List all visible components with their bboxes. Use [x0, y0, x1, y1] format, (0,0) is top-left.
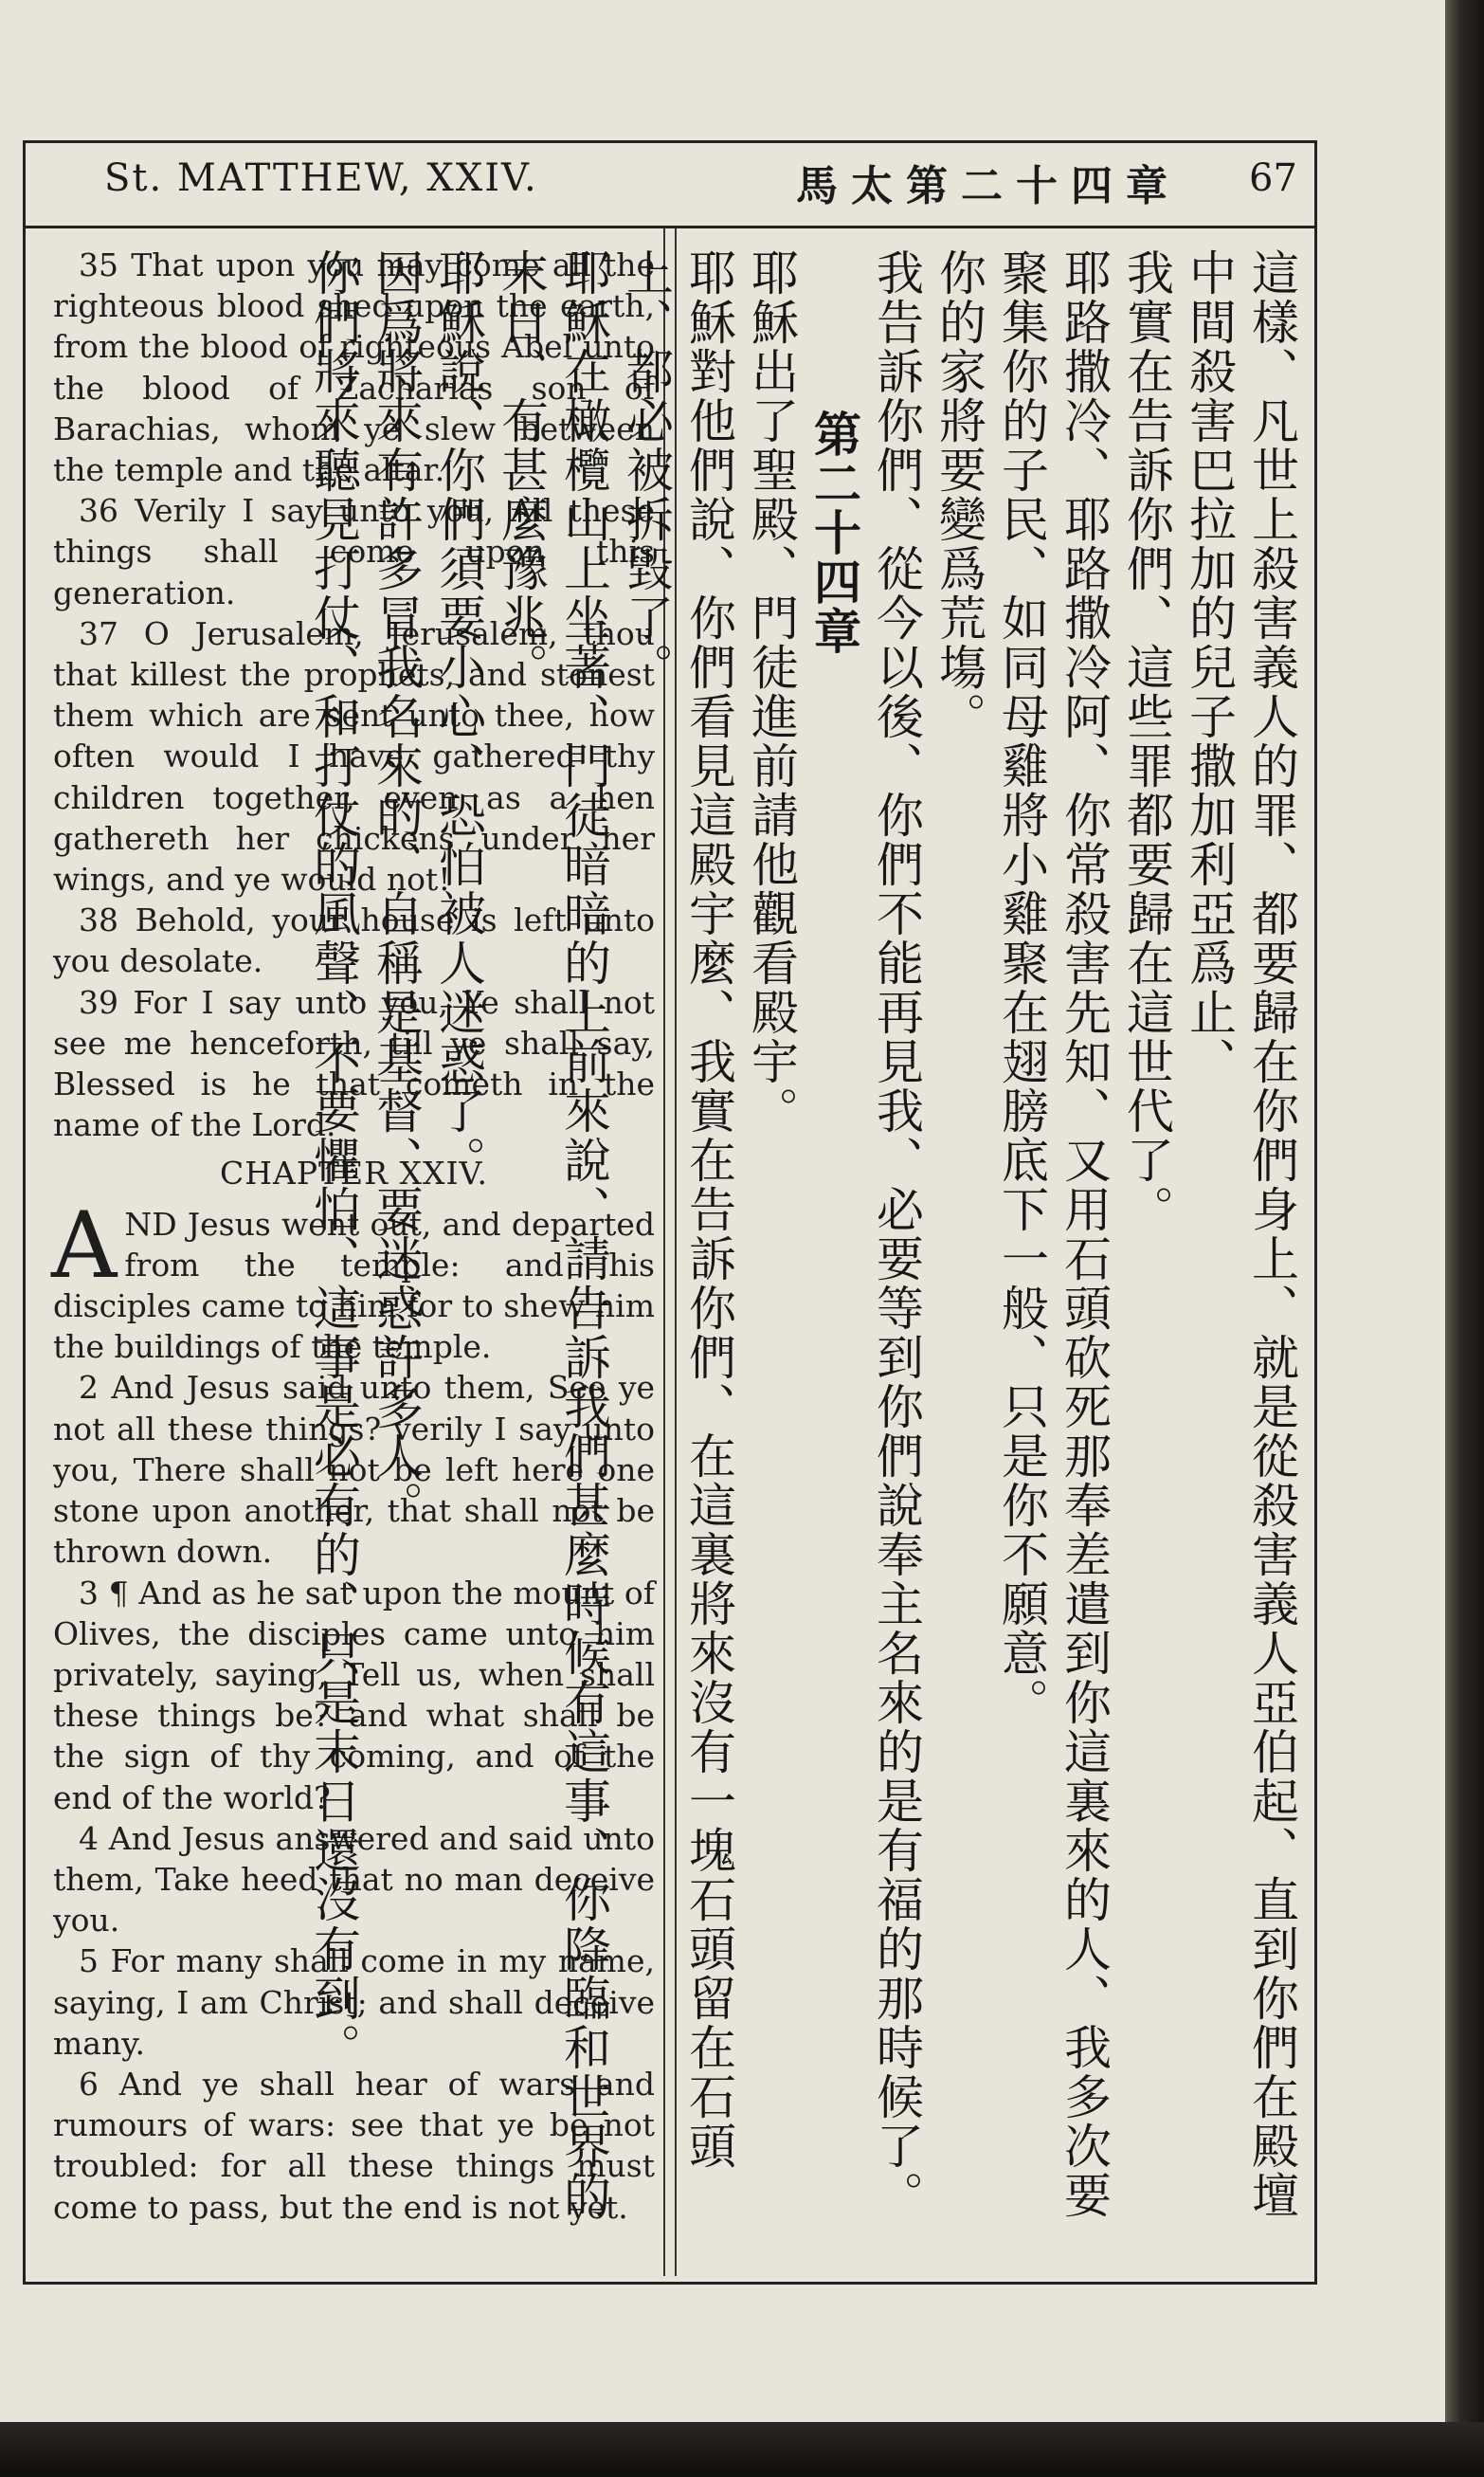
verse-39: 39 For I say unto you, Ye shall not see me henceforth, till ye shall say, Blessed is he that cometh in the name of the Lord. — [53, 983, 655, 1144]
verse-4: 4 And Jesus answered and said unto them, Take heed that no man deceive you. — [53, 1819, 655, 1940]
chinese-verse-39: 我告訴你們、從今以後、你們不能再見我、必要等到你們說奉主名來的是有福的那時候了。 — [869, 248, 924, 2220]
verse-2: 2 And Jesus said unto them, See ye not all these things? verily I say unto you, There shall not be left here one stone upon another, that shall not be thrown down. — [53, 1369, 655, 1571]
chinese-verse-37: 耶路撒冷、耶路撒冷阿、你常殺害先知、又用石頭砍死那奉差遣到你這裏來的人、我多次要聚集你的子民、如同母雞將小雞聚在翅膀底下一般、只是你不願意。 — [994, 248, 1112, 2220]
chinese-verse-35: 這樣、凡世上殺害義人的罪、都要歸在你們身上、就是從殺害義人亞伯起、直到你們在殿壇中間殺害巴拉加的兒子撒加利亞爲止、 — [1182, 248, 1299, 2220]
header-rule — [23, 226, 1317, 228]
page-number: 67 — [1249, 156, 1297, 200]
verse-38: 38 Behold, your house is left unto you desolate. — [53, 902, 655, 980]
chinese-verse-4: 耶穌說、你們須要小心、恐怕被人迷惑了。 — [431, 248, 486, 1185]
chinese-chapter-heading: 第二十四章 — [806, 410, 861, 656]
verse-5: 5 For many shall come in my name, saying, I am Christ; and shall deceive many. — [53, 1942, 655, 2062]
binding-shadow — [1445, 0, 1484, 2477]
chapter-heading: CHAPTER XXIV. — [219, 1155, 489, 1193]
chinese-verse-5: 因爲將來有許多冒我名來的、自稱是基督、要迷惑許多人。 — [369, 248, 424, 1530]
chinese-verse-1: 耶穌出了聖殿、門徒進前請他觀看殿宇。 — [744, 248, 799, 1136]
chinese-verse-38: 你的家將要變爲荒塲。 — [932, 248, 986, 741]
verse-3: 3 ¶ And as he sat upon the mount of Olives, the disciples came unto him privately, saying, Tell us, when shall these things be? and what shall be the sign of thy coming, and of the end of the world? — [53, 1574, 655, 1816]
chinese-verse-36: 我實在告訴你們、這些罪都要歸在這世代了。 — [1119, 248, 1174, 1234]
verse-35: 35 That upon you may come all the righteous blood shed upon the earth, from the blood of righteous Abel unto the blood of Zacharias son of Barachias, whom ye slew between the temple and the altar. — [53, 246, 655, 489]
page-bottom-edge — [0, 2422, 1484, 2477]
drop-cap: A — [51, 1192, 118, 1299]
chinese-verse-2: 耶穌對他們說、你們看見這殿宇麼、我實在告訴你們、在這裏將來沒有一塊石頭留在石頭上、都必被拆毀了。 — [619, 248, 736, 2171]
chinese-verse-6: 你們將來聽見打仗、和打仗的風聲、不要懼怕、這事是必有的、只是末日還沒有到。 — [306, 248, 361, 2072]
english-running-title: St. MATTHEW, XXIV. — [104, 156, 538, 200]
chinese-verse-3: 耶穌在橄欖山上坐著、門徒暗暗的上前來說、請告訴我們甚麼時候有這事、你降臨和世界的末日、有甚麼豫兆。 — [494, 248, 611, 2220]
verse-37: 37 O Jerusalem, Jerusalem, thou that killest the prophets, and stonest them which are sent unto thee, how often would I have gathered thy children together, even as a hen gathereth her chickens under her wings, and ye would not! — [53, 614, 655, 899]
verse-1-text: ND Jesus went out, and departed from the temple: and his disciples came to him for to shew him the buildings of the temple. — [53, 1205, 655, 1366]
chinese-running-title: 馬太第二十四章 — [796, 162, 1181, 210]
verse-36: 36 Verily I say unto you, All these things shall come upon this generation. — [53, 492, 655, 611]
verse-6: 6 And ye shall hear of wars and rumours of wars: see that ye be not troubled: for all these things must come to pass, but the end is not yet. — [53, 2065, 655, 2226]
